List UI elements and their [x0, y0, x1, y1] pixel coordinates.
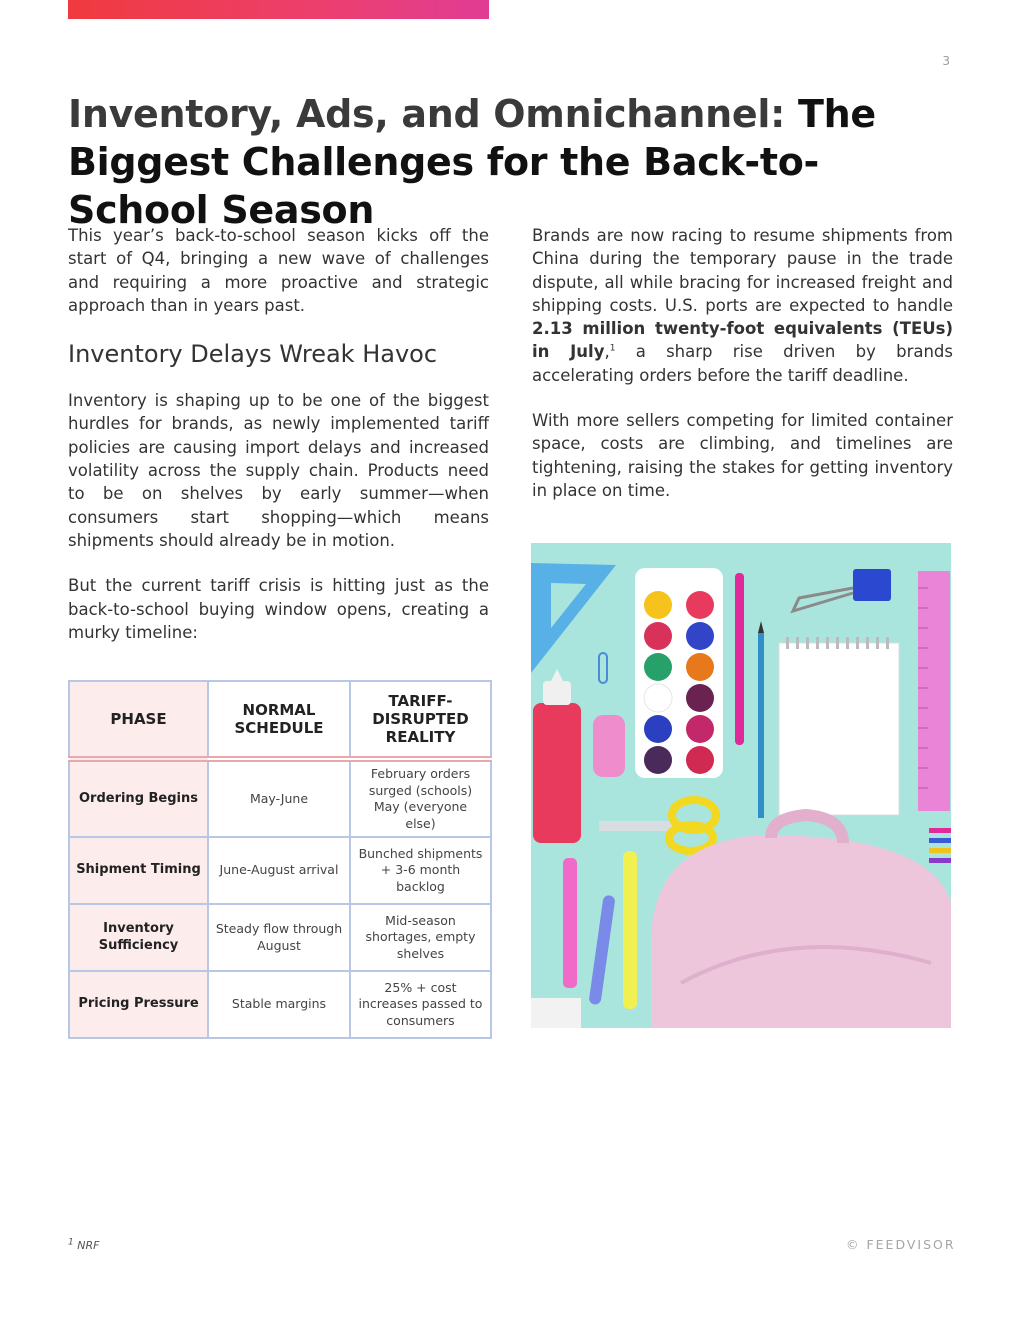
tariff-cell: Bunched shipments + 3-6 month backlog [350, 837, 491, 904]
intro-paragraph: This year’s back-to-school season kicks off the start of Q4, bringing a new wave of challenges and requiring a more proactive and strategic approach than in years past. [68, 226, 489, 315]
table-header-row [69, 681, 491, 759]
teu-highlight: 2.13 million twenty-foot equivalents (TEUs) in July [532, 319, 953, 362]
header-phase: PHASE [69, 681, 208, 759]
tariff-cell: Mid-season shortages, empty shelves [350, 904, 491, 971]
scissors [599, 821, 674, 831]
right-column [532, 224, 953, 524]
tariff-cell: February orders surged (schools) May (everyone else) [350, 759, 491, 837]
table-row [69, 971, 491, 1038]
top-accent-bar [68, 0, 489, 19]
footnote-source: NRF [77, 1239, 100, 1252]
table-row [69, 759, 491, 837]
page-number: 3 [942, 54, 950, 68]
header-tariff-reality: TARIFF-DISRUPTED REALITY [350, 681, 491, 759]
inventory-paragraph: Inventory is shaping up to be one of the biggest hurdles for brands, as newly implemented tariff policies are causing import delays and increased volatility across the supply chain. Products need to be on shelves by early summer—when consumers start shopping—which means shipments should already be in motion. [68, 391, 489, 550]
footnote [68, 1239, 99, 1252]
copyright: © FEEDVISOR [846, 1237, 956, 1252]
shipments-text-b: a sharp rise driven by brands accelerating orders before the tariff deadline. [532, 342, 954, 385]
binder-clip [853, 569, 891, 601]
phase-cell: Inventory Sufficiency [69, 904, 208, 971]
tariff-timeline-table [68, 680, 492, 1039]
shipments-paragraph: Brands are now racing to resume shipments from China during the temporary pause in the trade dispute, all while bracing for increased freight and shipping costs. U.S. ports are expected to handle 2.13 million twenty-foot equivalents (TEUs) in July,$^1$ a sharp rise driven by brands accelerating orders before the tariff deadline. [532, 226, 954, 385]
container-paragraph: With more sellers competing for limited container space, costs are climbing, and timelines are tightening, raising the stakes for getting inventory in place on time. [532, 411, 953, 500]
pink-ruler [918, 571, 950, 811]
phase-cell: Pricing Pressure [69, 971, 208, 1038]
header-normal-schedule: NORMAL SCHEDULE [208, 681, 350, 759]
phase-cell: Shipment Timing [69, 837, 208, 904]
normal-cell: June-August arrival [208, 837, 350, 904]
eraser [593, 715, 625, 777]
blue-pencil [758, 633, 764, 818]
title-part-2: The Biggest Challenges for the Back-to-School Season [68, 92, 876, 232]
section-heading: Inventory Delays Wreak Havoc [68, 340, 438, 369]
table-row [69, 837, 491, 904]
left-column [68, 224, 489, 666]
title-part-1: Inventory, Ads, and Omnichannel: [68, 92, 786, 136]
tariff-paragraph: But the current tariff crisis is hitting just as the back-to-school buying window opens, creating a murky timeline: [68, 576, 489, 642]
normal-cell: Stable margins [208, 971, 350, 1038]
normal-cell: Steady flow through August [208, 904, 350, 971]
footnote-mark: 1 [68, 1237, 74, 1248]
footnote-ref: 1 [609, 343, 616, 354]
table-row [69, 904, 491, 971]
shipments-text-a: Brands are now racing to resume shipments from China during the temporary pause in the trade dispute, all while bracing for increased freight and shipping costs. U.S. ports are expected to handle [532, 226, 953, 315]
phase-cell: Ordering Begins [69, 759, 208, 837]
normal-cell: May-June [208, 759, 350, 837]
school-supplies-photo [531, 543, 951, 1028]
glue-bottle [533, 703, 581, 843]
tariff-cell: 25% + cost increases passed to consumers [350, 971, 491, 1038]
pink-backpack [651, 835, 951, 1028]
page-title [68, 90, 958, 234]
yellow-highlighter [623, 851, 637, 1009]
pink-pen [735, 573, 744, 745]
spiral-notepad [779, 643, 899, 815]
pink-highlighter [563, 858, 577, 988]
